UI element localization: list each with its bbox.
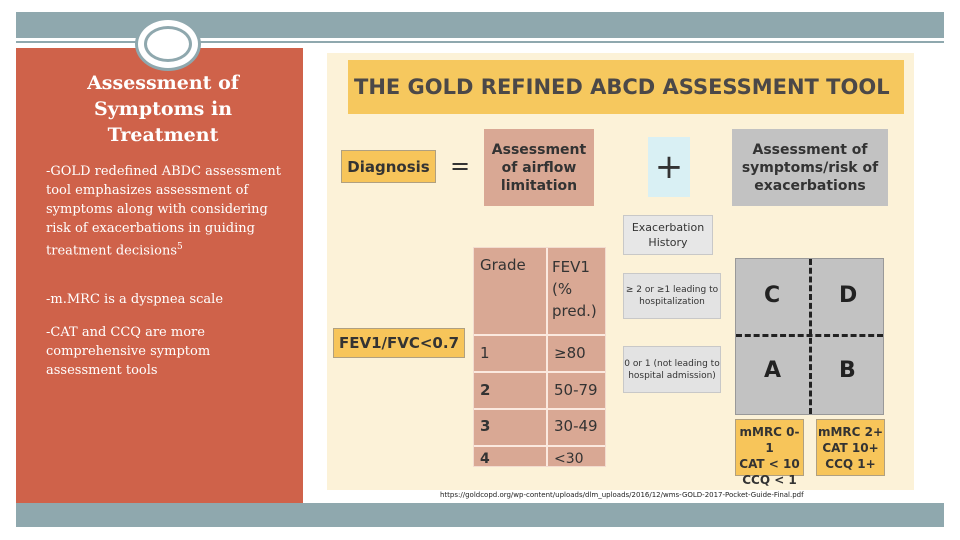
decorative-ring-inner: [144, 26, 192, 62]
slide-title: Assessment of Symptoms in Treatment: [87, 72, 239, 146]
source-link[interactable]: https://goldcopd.org/wp-content/uploads/dlm_uploads/2016/12/wms-GOLD-2017-Pocket-Guide-Final.pdf: [440, 491, 804, 499]
table-cell-fev1: 50-79: [554, 381, 598, 399]
grid-divider: [736, 334, 883, 337]
group-c: C: [764, 283, 781, 308]
table-divider: [474, 445, 605, 447]
bullet-1-superscript: 5: [177, 242, 183, 252]
table-cell-fev1: ≥80: [554, 344, 586, 362]
group-a: A: [764, 358, 782, 383]
criterion-line: CCQ 1+: [825, 457, 876, 471]
table-cell-fev1: 30-49: [554, 417, 598, 435]
decorative-ring: [135, 17, 201, 71]
group-d: D: [839, 283, 858, 308]
table-cell-grade: 2: [480, 381, 491, 399]
low-risk-criterion: 0 or 1 (not leading to hospital admission): [623, 346, 721, 393]
table-divider: [546, 248, 548, 466]
plus-sign: +: [648, 137, 690, 197]
table-divider: [474, 334, 605, 336]
criterion-line: CAT < 10: [739, 457, 800, 471]
bullet-1: [46, 162, 286, 260]
criterion-line: mMRC 2+: [817, 425, 884, 439]
bullet-2: -m.MRC is a dyspnea scale: [46, 292, 224, 307]
table-divider: [474, 371, 605, 373]
bullet-1-text: -GOLD redefined ABDC assessment tool emphasizes assessment of symptoms along with considering risk of exacerbations in guiding treatment decisions: [46, 164, 281, 259]
criterion-line: CCQ < 1: [742, 473, 797, 487]
figure-title: THE GOLD REFINED ABCD ASSESSMENT TOOL: [348, 60, 904, 114]
abcd-grid: [735, 258, 884, 415]
table-header-grade: Grade: [480, 256, 526, 274]
group-b: B: [839, 358, 856, 383]
table-header-fev1: FEV1 (% pred.): [552, 258, 597, 320]
exacerbation-history-label: Exacerbation History: [623, 215, 713, 255]
high-risk-criterion: ≥ 2 or ≥1 leading to hospitalization: [623, 273, 721, 319]
bullet-3: -CAT and CCQ are more comprehensive symptom assessment tools: [46, 325, 211, 378]
criterion-line: CAT 10+: [822, 441, 879, 455]
diagnosis-box: Diagnosis: [341, 150, 436, 183]
symptom-assessment-box: Assessment of symptoms/risk of exacerbations: [732, 129, 888, 206]
spirometry-criterion: FEV1/FVC<0.7: [333, 328, 465, 358]
bottom-band: [16, 503, 944, 527]
criterion-line: mMRC 0-1: [739, 425, 800, 455]
table-cell-grade: 4: [480, 451, 490, 467]
grade-table: [473, 247, 606, 467]
table-divider: [474, 408, 605, 410]
table-cell-fev1: <30: [554, 451, 584, 467]
high-symptom-criteria: [816, 419, 885, 476]
table-cell-grade: 3: [480, 417, 491, 435]
table-cell-grade: 1: [480, 344, 490, 362]
low-symptom-criteria: [735, 419, 804, 487]
airflow-assessment-box: Assessment of airflow limitation: [484, 129, 594, 206]
equals-sign: =: [449, 152, 471, 180]
gold-abcd-figure: [327, 53, 914, 490]
